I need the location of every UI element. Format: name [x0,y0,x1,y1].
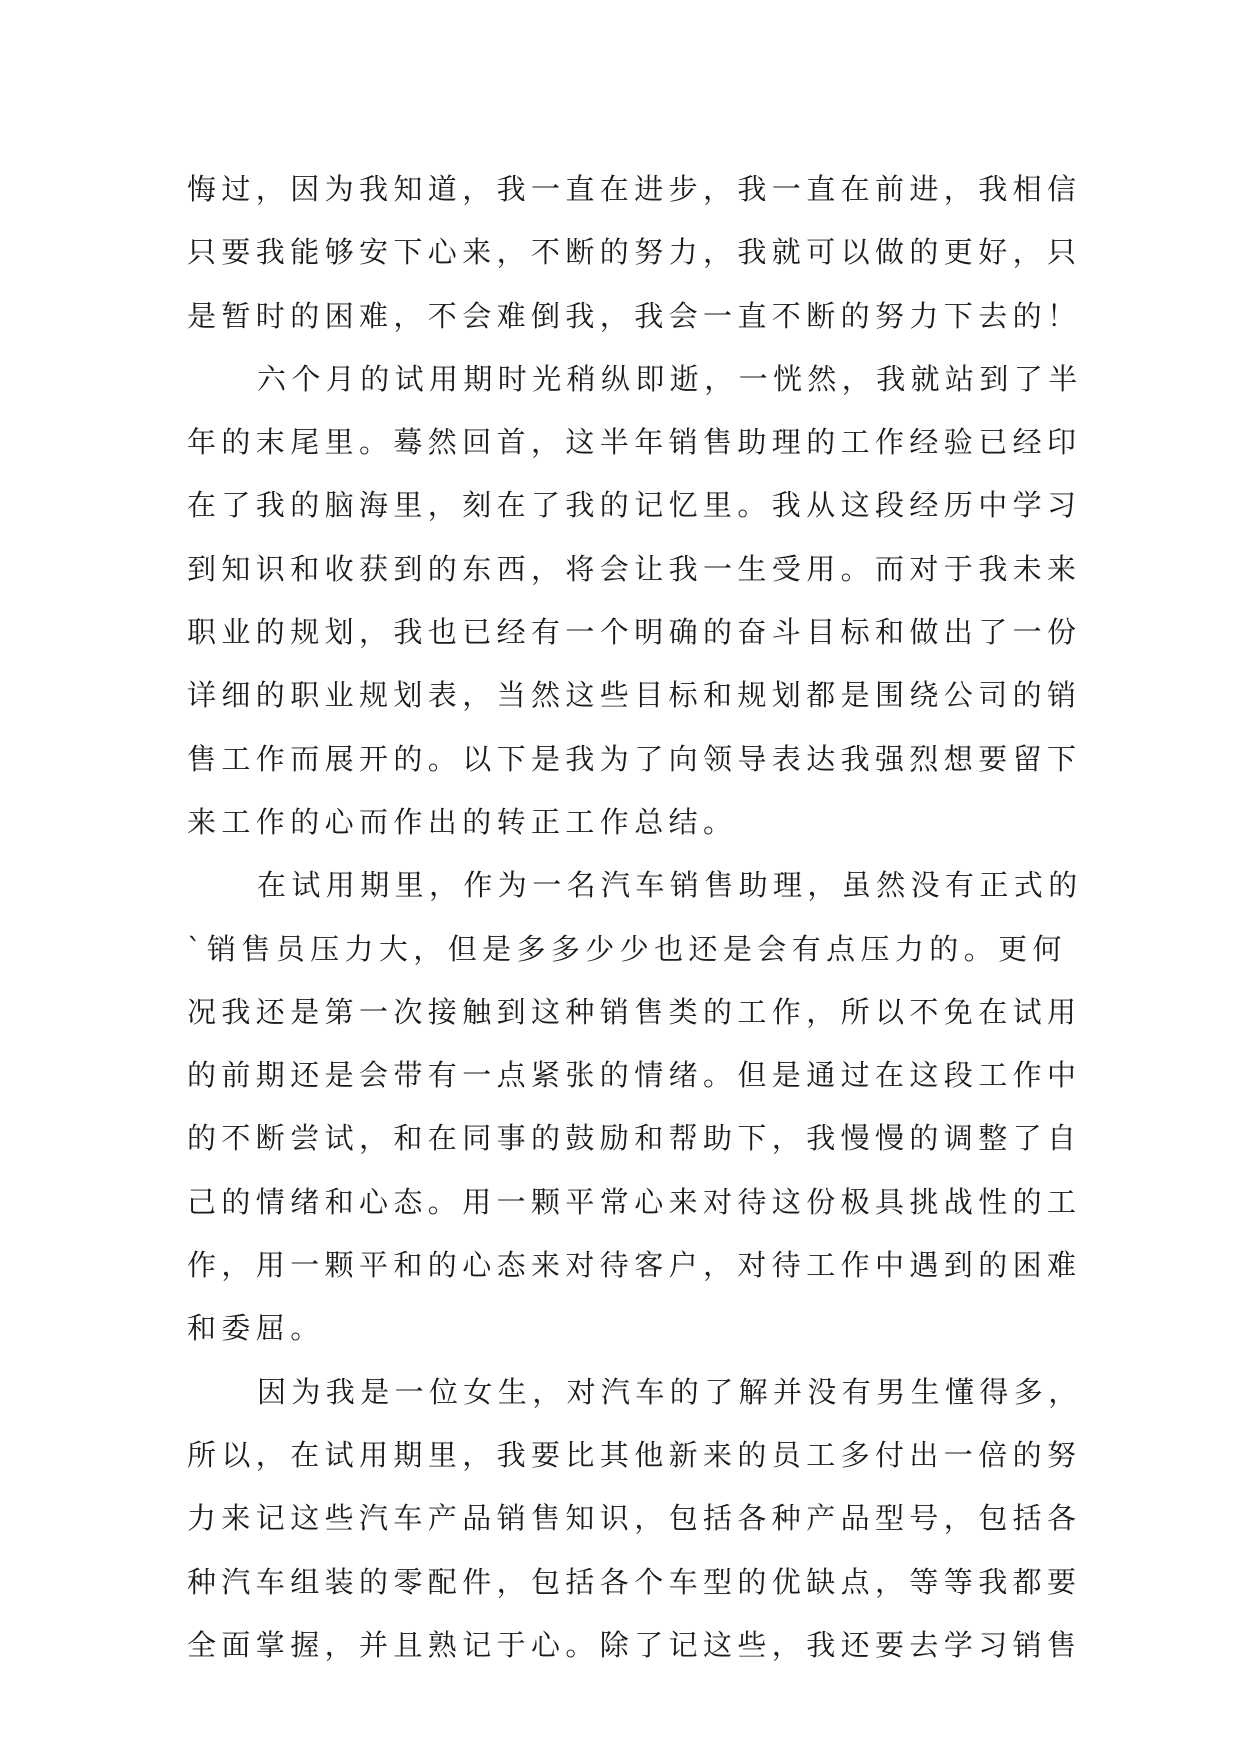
text-line: 所以，在试用期里，我要比其他新来的员工多付出一倍的努 [187,1437,1082,1472]
text-line: 种汽车组装的零配件，包括各个车型的优缺点，等等我都要 [187,1564,1082,1599]
document-body [187,158,1083,1677]
text-line: 是暂时的困难，不会难倒我，我会一直不断的努力下去的！ [187,298,1082,333]
paragraph-start-line: 六个月的试用期时光稍纵即逝，一恍然，我就站到了半 [257,361,1083,396]
text-line: 力来记这些汽车产品销售知识，包括各种产品型号，包括各 [187,1501,1082,1536]
text-line: 作，用一颗平和的心态来对待客户，对待工作中遇到的困难 [187,1248,1082,1283]
text-line: 到知识和收获到的东西，将会让我一生受用。而对于我未来 [187,551,1082,586]
paragraph-start-line: 因为我是一位女生，对汽车的了解并没有男生懂得多， [257,1374,1083,1409]
text-line: 的前期还是会带有一点紧张的情绪。但是通过在这段工作中 [187,1058,1082,1093]
text-line: 来工作的心而作出的转正工作总结。 [187,804,738,839]
text-line: 只要我能够安下心来，不断的努力，我就可以做的更好，只 [187,235,1082,270]
text-line: 况我还是第一次接触到这种销售类的工作，所以不免在试用 [187,994,1082,1029]
text-line: 职业的规划，我也已经有一个明确的奋斗目标和做出了一份 [187,615,1082,650]
text-line: 年的末尾里。蓦然回首，这半年销售助理的工作经验已经印 [187,425,1082,460]
text-line: 全面掌握，并且熟记于心。除了记这些，我还要去学习销售 [187,1627,1082,1662]
paragraph-start-line: 在试用期里，作为一名汽车销售助理，虽然没有正式的 [257,868,1083,903]
text-line: 售工作而展开的。以下是我为了向领导表达我强烈想要留下 [187,741,1082,776]
text-line: `销售员压力大，但是多多少少也还是会有点压力的。更何 [187,931,1067,966]
text-line: 详细的职业规划表，当然这些目标和规划都是围绕公司的销 [187,678,1082,713]
text-line: 悔过，因为我知道，我一直在进步，我一直在前进，我相信 [187,172,1082,206]
text-line: 的不断尝试，和在同事的鼓励和帮助下，我慢慢的调整了自 [187,1121,1082,1156]
text-line: 在了我的脑海里，刻在了我的记忆里。我从这段经历中学习 [187,488,1082,523]
text-line: 己的情绪和心态。用一颗平常心来对待这份极具挑战性的工 [187,1184,1082,1219]
text-line: 和委屈。 [187,1311,325,1346]
